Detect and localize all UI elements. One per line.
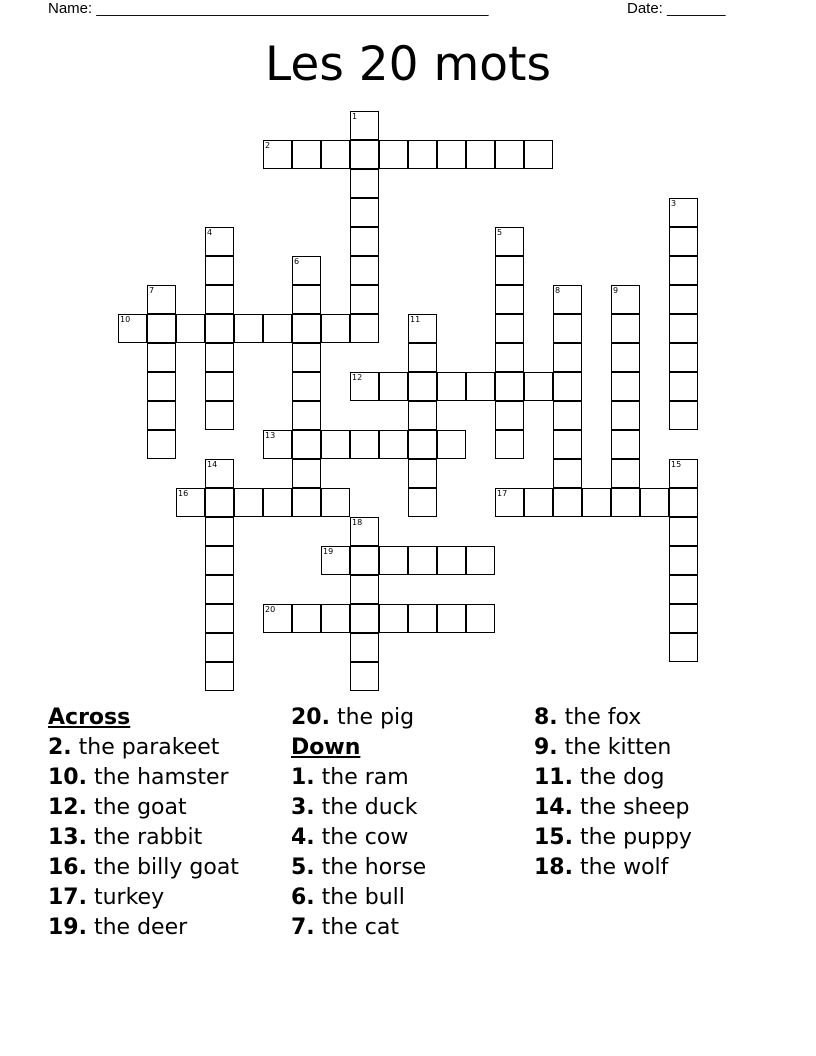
grid-cell[interactable] <box>147 401 176 430</box>
grid-cell[interactable] <box>495 343 524 372</box>
grid-cell[interactable] <box>408 140 437 169</box>
grid-cell[interactable] <box>292 488 321 517</box>
grid-cell[interactable] <box>669 459 698 488</box>
clue-number: 13. <box>48 825 87 850</box>
grid-cell[interactable] <box>669 372 698 401</box>
clue-number: 10. <box>48 765 87 790</box>
clue-down-7 <box>291 913 426 943</box>
grid-cell[interactable] <box>350 256 379 285</box>
grid-cell[interactable] <box>292 430 321 459</box>
clue-number: 8. <box>534 705 558 730</box>
clue-text: the deer <box>86 915 188 940</box>
grid-cell[interactable] <box>437 140 466 169</box>
clue-number: 18. <box>534 855 573 880</box>
grid-cell[interactable] <box>669 575 698 604</box>
grid-cell[interactable] <box>495 140 524 169</box>
grid-cell[interactable] <box>205 372 234 401</box>
clue-text: the goat <box>86 795 187 820</box>
cell-number: 14 <box>207 460 218 469</box>
grid-cell[interactable] <box>350 430 379 459</box>
grid-cell[interactable] <box>292 140 321 169</box>
cell-number: 20 <box>265 605 276 614</box>
grid-cell[interactable] <box>205 343 234 372</box>
grid-cell[interactable] <box>350 633 379 662</box>
grid-cell[interactable] <box>611 372 640 401</box>
grid-cell[interactable] <box>205 459 234 488</box>
name-field: Name: _______________________________________________ <box>48 0 489 17</box>
grid-cell[interactable] <box>379 372 408 401</box>
cell-number: 18 <box>352 518 363 527</box>
grid-cell[interactable] <box>147 430 176 459</box>
grid-cell[interactable] <box>669 604 698 633</box>
grid-cell[interactable] <box>408 546 437 575</box>
grid-cell[interactable] <box>495 227 524 256</box>
grid-cell[interactable] <box>350 111 379 140</box>
grid-cell[interactable] <box>321 430 350 459</box>
grid-cell[interactable] <box>553 430 582 459</box>
clue-down-14 <box>534 793 692 823</box>
grid-cell[interactable] <box>495 401 524 430</box>
grid-cell[interactable] <box>669 401 698 430</box>
grid-cell[interactable] <box>350 285 379 314</box>
grid-cell[interactable] <box>321 546 350 575</box>
grid-cell[interactable] <box>437 546 466 575</box>
grid-cell[interactable] <box>379 546 408 575</box>
grid-cell[interactable] <box>205 227 234 256</box>
grid-cell[interactable] <box>524 488 553 517</box>
clue-down-11 <box>534 763 692 793</box>
grid-cell[interactable] <box>466 372 495 401</box>
grid-cell[interactable] <box>379 140 408 169</box>
grid-cell[interactable] <box>524 140 553 169</box>
grid-cell[interactable] <box>176 488 205 517</box>
grid-cell[interactable] <box>408 604 437 633</box>
grid-cell[interactable] <box>176 314 205 343</box>
grid-cell[interactable] <box>350 169 379 198</box>
clue-down-5 <box>291 853 426 883</box>
grid-cell[interactable] <box>669 633 698 662</box>
clue-text: the cat <box>314 915 399 940</box>
grid-cell[interactable] <box>669 488 698 517</box>
grid-cell[interactable] <box>147 372 176 401</box>
grid-cell[interactable] <box>611 430 640 459</box>
grid-cell[interactable] <box>263 430 292 459</box>
date-field: Date: _______ <box>627 0 726 17</box>
grid-cell[interactable] <box>495 256 524 285</box>
grid-cell[interactable] <box>437 430 466 459</box>
cell-number: 7 <box>149 286 155 295</box>
clue-text: the sheep <box>572 795 690 820</box>
clue-number: 17. <box>48 885 87 910</box>
grid-cell[interactable] <box>495 372 524 401</box>
clue-text: turkey <box>86 885 165 910</box>
grid-cell[interactable] <box>408 459 437 488</box>
grid-cell[interactable] <box>205 401 234 430</box>
clue-down-3 <box>291 793 426 823</box>
grid-cell[interactable] <box>147 314 176 343</box>
grid-cell[interactable] <box>205 662 234 691</box>
clue-number: 11. <box>534 765 573 790</box>
grid-cell[interactable] <box>350 662 379 691</box>
across-heading: Across <box>48 705 131 730</box>
clue-number: 12. <box>48 795 87 820</box>
clue-across-13 <box>48 823 239 853</box>
clue-text: the cow <box>314 825 409 850</box>
grid-cell[interactable] <box>669 546 698 575</box>
cell-number: 3 <box>671 199 677 208</box>
cell-number: 17 <box>497 489 508 498</box>
clue-across-10 <box>48 763 239 793</box>
grid-cell[interactable] <box>205 575 234 604</box>
grid-cell[interactable] <box>234 314 263 343</box>
grid-cell[interactable] <box>292 314 321 343</box>
clue-number: 2. <box>48 735 72 760</box>
clue-across-12 <box>48 793 239 823</box>
grid-cell[interactable] <box>669 285 698 314</box>
grid-cell[interactable] <box>611 401 640 430</box>
clue-across-19 <box>48 913 239 943</box>
grid-cell[interactable] <box>408 314 437 343</box>
clue-number: 19. <box>48 915 87 940</box>
grid-cell[interactable] <box>321 140 350 169</box>
grid-cell[interactable] <box>292 401 321 430</box>
clue-number: 15. <box>534 825 573 850</box>
cell-number: 12 <box>352 373 363 382</box>
clue-text: the fox <box>557 705 642 730</box>
grid-cell[interactable] <box>205 256 234 285</box>
clues-column-1 <box>48 703 239 943</box>
clue-text: the bull <box>314 885 405 910</box>
cell-number: 4 <box>207 228 213 237</box>
clue-down-1 <box>291 763 426 793</box>
clue-down-15 <box>534 823 692 853</box>
clue-text: the kitten <box>557 735 672 760</box>
grid-cell[interactable] <box>263 314 292 343</box>
grid-cell[interactable] <box>118 314 147 343</box>
grid-cell[interactable] <box>408 488 437 517</box>
grid-cell[interactable] <box>350 140 379 169</box>
grid-cell[interactable] <box>437 604 466 633</box>
grid-cell[interactable] <box>495 314 524 343</box>
grid-cell[interactable] <box>553 343 582 372</box>
grid-cell[interactable] <box>669 198 698 227</box>
clue-text: the hamster <box>86 765 229 790</box>
clue-across-16 <box>48 853 239 883</box>
page-title: Les 20 mots <box>265 37 551 92</box>
grid-cell[interactable] <box>669 314 698 343</box>
grid-cell[interactable] <box>669 256 698 285</box>
grid-cell[interactable] <box>408 343 437 372</box>
cell-number: 10 <box>120 315 131 324</box>
cell-number: 2 <box>265 141 271 150</box>
cell-number: 9 <box>613 286 619 295</box>
clue-across-2 <box>48 733 239 763</box>
clue-number: 4. <box>291 825 315 850</box>
grid-cell[interactable] <box>321 604 350 633</box>
grid-cell[interactable] <box>582 488 611 517</box>
clue-down-18 <box>534 853 692 883</box>
grid-cell[interactable] <box>611 343 640 372</box>
grid-cell[interactable] <box>205 488 234 517</box>
clue-down-9 <box>534 733 692 763</box>
grid-cell[interactable] <box>205 314 234 343</box>
grid-cell[interactable] <box>205 633 234 662</box>
grid-cell[interactable] <box>292 343 321 372</box>
grid-cell[interactable] <box>611 459 640 488</box>
grid-cell[interactable] <box>611 285 640 314</box>
grid-cell[interactable] <box>292 372 321 401</box>
grid-cell[interactable] <box>379 430 408 459</box>
grid-cell[interactable] <box>553 285 582 314</box>
cell-number: 11 <box>410 315 421 324</box>
grid-cell[interactable] <box>524 372 553 401</box>
clue-text: the pig <box>329 705 415 730</box>
cell-number: 6 <box>294 257 300 266</box>
grid-cell[interactable] <box>350 227 379 256</box>
down-heading: Down <box>291 735 361 760</box>
clue-number: 1. <box>291 765 315 790</box>
grid-cell[interactable] <box>495 430 524 459</box>
clue-across-17 <box>48 883 239 913</box>
grid-cell[interactable] <box>234 488 263 517</box>
cell-number: 13 <box>265 431 276 440</box>
clue-text: the billy goat <box>86 855 239 880</box>
grid-cell[interactable] <box>611 488 640 517</box>
grid-cell[interactable] <box>553 459 582 488</box>
cell-number: 8 <box>555 286 561 295</box>
clue-text: the wolf <box>572 855 669 880</box>
clue-text: the duck <box>314 795 418 820</box>
grid-cell[interactable] <box>350 575 379 604</box>
grid-cell[interactable] <box>408 372 437 401</box>
clue-number: 5. <box>291 855 315 880</box>
grid-cell[interactable] <box>263 604 292 633</box>
cell-number: 1 <box>352 112 358 121</box>
grid-cell[interactable] <box>205 546 234 575</box>
cell-number: 19 <box>323 547 334 556</box>
grid-cell[interactable] <box>669 517 698 546</box>
grid-cell[interactable] <box>669 343 698 372</box>
grid-cell[interactable] <box>437 372 466 401</box>
grid-cell[interactable] <box>292 256 321 285</box>
grid-cell[interactable] <box>466 546 495 575</box>
grid-cell[interactable] <box>350 372 379 401</box>
grid-cell[interactable] <box>553 314 582 343</box>
grid-cell[interactable] <box>553 488 582 517</box>
grid-cell[interactable] <box>263 488 292 517</box>
grid-cell[interactable] <box>350 517 379 546</box>
clue-number: 20. <box>291 705 330 730</box>
clue-text: the horse <box>314 855 427 880</box>
grid-cell[interactable] <box>321 488 350 517</box>
grid-cell[interactable] <box>611 314 640 343</box>
grid-cell[interactable] <box>147 285 176 314</box>
grid-cell[interactable] <box>292 285 321 314</box>
grid-cell[interactable] <box>408 401 437 430</box>
cell-number: 15 <box>671 460 682 469</box>
grid-cell[interactable] <box>263 140 292 169</box>
grid-cell[interactable] <box>205 517 234 546</box>
cell-number: 5 <box>497 228 503 237</box>
clue-down-8 <box>534 703 692 733</box>
clue-number: 16. <box>48 855 87 880</box>
grid-cell[interactable] <box>669 227 698 256</box>
grid-cell[interactable] <box>350 546 379 575</box>
grid-cell[interactable] <box>408 430 437 459</box>
clue-number: 3. <box>291 795 315 820</box>
grid-cell[interactable] <box>640 488 669 517</box>
clues-column-3 <box>534 703 692 883</box>
clue-text: the dog <box>572 765 665 790</box>
clue-number: 14. <box>534 795 573 820</box>
clue-text: the parakeet <box>71 735 220 760</box>
grid-cell[interactable] <box>321 314 350 343</box>
grid-cell[interactable] <box>350 604 379 633</box>
grid-cell[interactable] <box>379 604 408 633</box>
grid-cell[interactable] <box>292 604 321 633</box>
grid-cell[interactable] <box>466 604 495 633</box>
cell-number: 16 <box>178 489 189 498</box>
clue-number: 7. <box>291 915 315 940</box>
grid-cell[interactable] <box>147 343 176 372</box>
grid-cell[interactable] <box>292 459 321 488</box>
clue-text: the rabbit <box>86 825 203 850</box>
grid-cell[interactable] <box>205 285 234 314</box>
grid-cell[interactable] <box>205 604 234 633</box>
clue-text: the ram <box>314 765 409 790</box>
grid-cell[interactable] <box>350 198 379 227</box>
clue-down-6 <box>291 883 426 913</box>
grid-cell[interactable] <box>495 488 524 517</box>
grid-cell[interactable] <box>350 314 379 343</box>
clue-across-20 <box>291 703 426 733</box>
grid-cell[interactable] <box>466 140 495 169</box>
clue-text: the puppy <box>572 825 692 850</box>
grid-cell[interactable] <box>553 372 582 401</box>
grid-cell[interactable] <box>495 285 524 314</box>
grid-cell[interactable] <box>553 401 582 430</box>
clue-number: 9. <box>534 735 558 760</box>
clues-column-2 <box>291 703 426 943</box>
clue-number: 6. <box>291 885 315 910</box>
clue-down-4 <box>291 823 426 853</box>
